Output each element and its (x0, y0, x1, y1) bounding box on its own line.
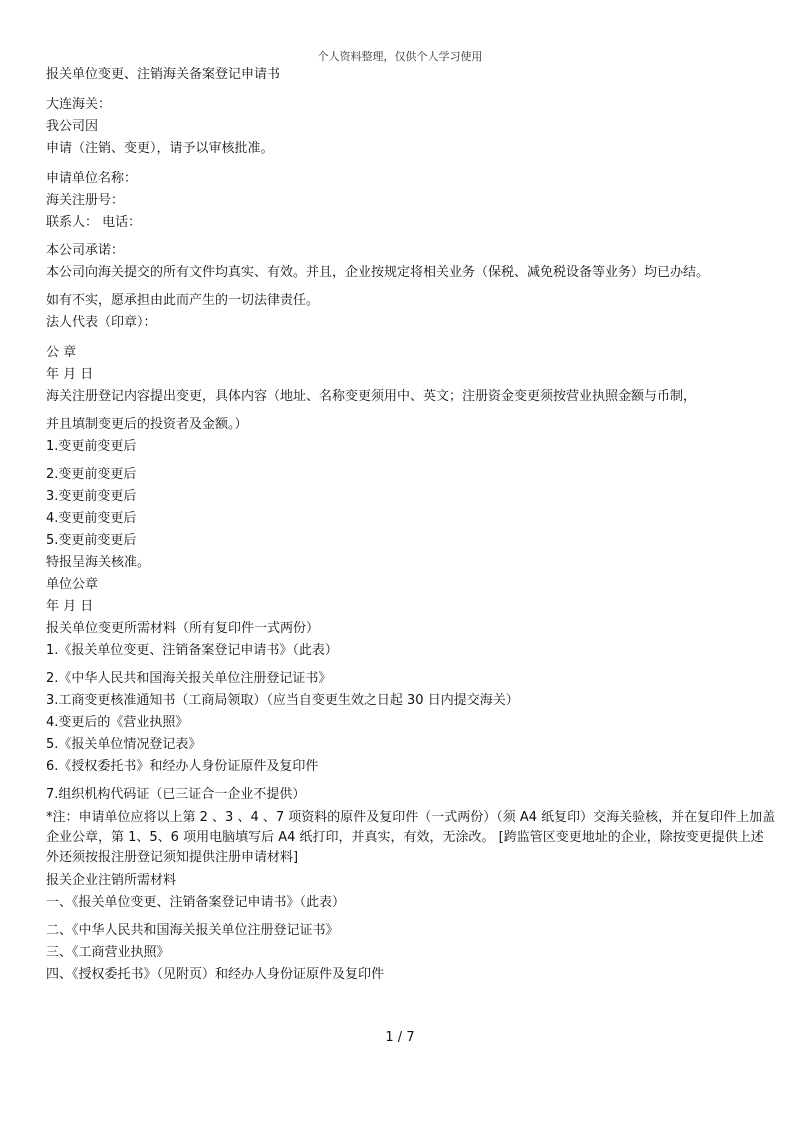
change-item-3: 3.变更前变更后 (46, 489, 137, 504)
date-line: 年 月 日 (46, 367, 94, 382)
cancellation-item-4: 四、《授权委托书》（见附页）和经办人身份证原件及复印件 (46, 967, 385, 982)
unit-seal-label: 单位公章 (46, 577, 99, 592)
material-item-1: 1.《报关单位变更、注销备案登记申请书》（此表） (46, 643, 338, 658)
material-item-2: 2.《中华人民共和国海关报关单位注册登记证书》 (46, 671, 332, 686)
applicant-name-field: 申请单位名称： (46, 171, 138, 186)
page-number: 1 / 7 (385, 1030, 415, 1045)
document-title: 报关单位变更、注销海关备案登记申请书 (46, 67, 281, 82)
document-body (46, 66, 776, 984)
change-item-4: 4.变更前变更后 (46, 511, 137, 526)
cancellation-item-3: 三、《工商营业执照》 (46, 945, 170, 960)
addressee-line: 大连海关： (46, 97, 112, 112)
cancellation-item-1: 一、《报关单位变更、注销备案登记申请书》（此表） (46, 895, 346, 910)
material-item-3: 3.工商变更核准通知书（工商局领取）（应当自变更生效之日起 30 日内提交海关） (46, 693, 519, 708)
page-header: 个人资料整理，仅供个人学习使用 (317, 50, 483, 63)
materials-note: *注：申请单位应将以上第 2 、3 、4 、7 项资料的原件及复印件（一式两份）（须 A4 纸复印）交海关验核，并在复印件上加盖企业公章，第 1、5、6 项用电脑填写后 A4 纸打印，并真实，有效，无涂改。 [跨监管区变更地址的企业，除按变更提供上述外还须按报注册登记须知提供注册申请材料] (46, 810, 776, 865)
reason-line: 我公司因 (46, 119, 99, 134)
material-item-4: 4.变更后的《营业执照》 (46, 715, 189, 730)
change-content-text-cont: 并且填制变更后的投资者及金额。） (46, 417, 248, 432)
change-item-2: 2.变更前变更后 (46, 467, 137, 482)
cancellation-item-2: 二、《中华人民共和国海关报关单位注册登记证书》 (46, 923, 339, 938)
official-seal-label: 公 章 (46, 345, 77, 360)
submission-line: 特报呈海关核准。 (46, 555, 151, 570)
date-line-2: 年 月 日 (46, 599, 94, 614)
change-item-5: 5.变更前变更后 (46, 533, 137, 548)
commitment-text: 本公司向海关提交的所有文件均真实、有效。并且，企业按规定将相关业务（保税、减免税设备等业务）均已办结。 (46, 265, 710, 280)
cancellation-materials-heading: 报关企业注销所需材料 (46, 873, 177, 888)
material-item-7: 7.组织机构代码证（已三证合一企业不提供） (46, 787, 306, 802)
material-item-5: 5.《报关单位情况登记表》 (46, 737, 202, 752)
commitment-heading: 本公司承诺： (46, 243, 125, 258)
change-materials-heading: 报关单位变更所需材料（所有复印件一式两份） (46, 621, 320, 636)
liability-text: 如有不实，愿承担由此而产生的一切法律责任。 (46, 293, 320, 308)
change-item-1: 1.变更前变更后 (46, 439, 137, 454)
legal-rep-seal-line: 法人代表（印章）： (46, 315, 157, 330)
change-content-text: 海关注册登记内容提出变更，具体内容（地址、名称变更须用中、英文；注册资金变更须按营业执照金额与币制， (46, 389, 697, 404)
contact-phone-field: 联系人： 电话： (46, 215, 142, 230)
request-line: 申请（注销、变更），请予以审核批准。 (46, 141, 274, 156)
material-item-6: 6.《授权委托书》和经办人身份证原件及复印件 (46, 759, 319, 774)
customs-reg-number-field: 海关注册号： (46, 193, 125, 208)
